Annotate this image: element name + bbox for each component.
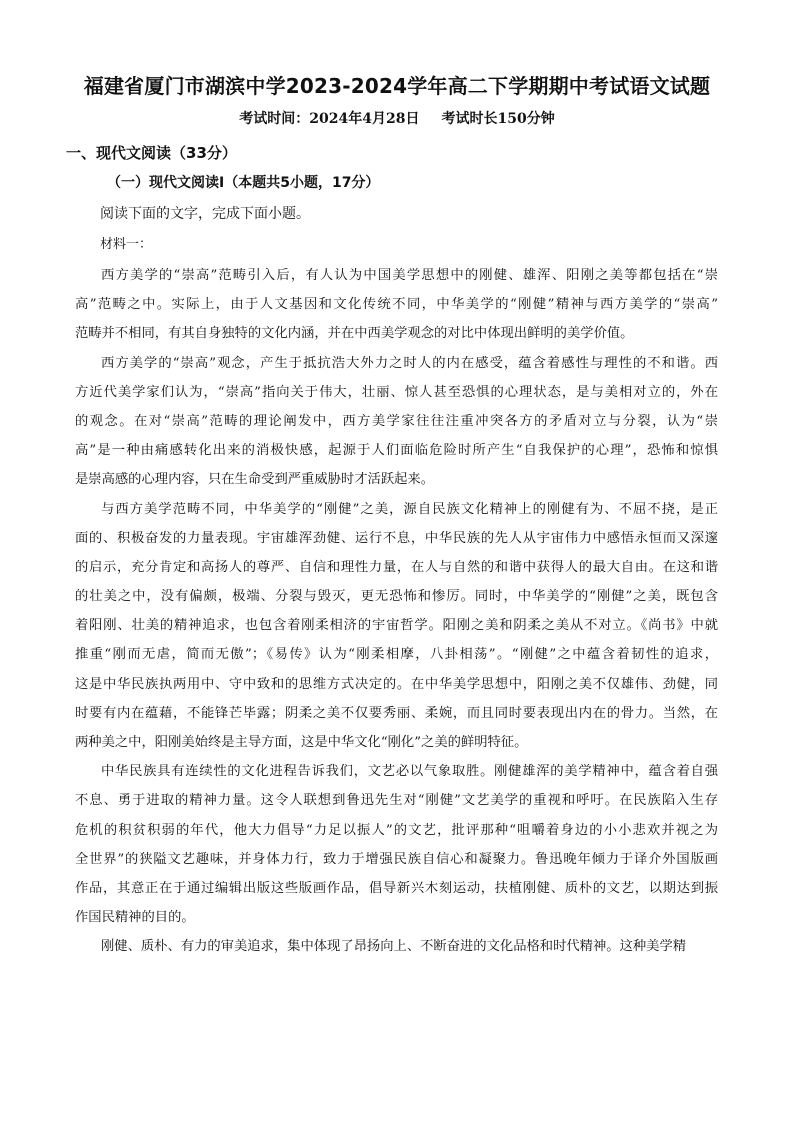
- reading-passage: [75, 261, 718, 962]
- exam-duration: 考试时长150分钟: [441, 111, 555, 127]
- passage-paragraph: [75, 495, 718, 758]
- exam-time: 考试时间：2024年4月28日: [239, 111, 420, 127]
- passage-line: 与西方美学范畴不同，中华美学的“刚健”之美，源自民族文化精神上的刚健有为、不屈不挠，是正: [101, 501, 718, 517]
- passage-line: 的壮美之中，没有偏颇，极端、分裂与毁灭，更无恐怖和惨厉。同时，中华美学的“刚健”之美，既包含: [75, 589, 718, 605]
- passage-paragraph: [75, 349, 718, 495]
- reading-instruction: 阅读下面的文字，完成下面小题。: [100, 206, 310, 222]
- material-label: 材料一：: [100, 237, 153, 252]
- passage-line: 的观念。在对“崇高”范畴的理论阐发中，西方美学家往往注重冲突各方的矛盾对立与分裂，认为“崇: [75, 413, 718, 429]
- passage-line: 这是中华民族执两用中、守中致和的思维方式决定的。在中华美学思想中，阳刚之美不仅雄伟、劲健，同: [75, 676, 718, 692]
- passage-line: 的启示，充分肯定和高扬人的尊严、自信和理性力量，在人与自然的和谐中获得人的最大自由。在这和谐: [75, 559, 718, 575]
- passage-line: 时要有内在蕴藉，不能锋芒毕露；阴柔之美不仅要秀丽、柔婉，而且同时要表现出内在的骨力。当然，在: [75, 705, 718, 721]
- section-heading: 一、现代文阅读（33分）: [66, 144, 237, 162]
- passage-line: 中华民族具有连续性的文化进程告诉我们，文艺必以气象取胜。刚健雄浑的美学精神中，蕴含着自强: [101, 764, 718, 780]
- exam-info: [0, 108, 794, 128]
- passage-line: 作国民精神的目的。: [75, 910, 195, 926]
- passage-line: 全世界”的狭隘文艺趣味，并身体力行，致力于增强民族自信心和凝聚力。鲁迅晚年倾力于译介外国版画: [75, 851, 718, 867]
- passage-line: 高”是一种由痛感转化出来的消极快感，起源于人们面临危险时所产生“自我保护的心理”，恐怖和惊惧: [75, 443, 718, 459]
- passage-line: 着阳刚、壮美的精神追求，也包含着刚柔相济的宇宙哲学。阳刚之美和阴柔之美从不对立。《尚书》中就: [75, 618, 718, 634]
- passage-line: 方近代美学家们认为，“崇高”指向关于伟大，壮丽、惊人甚至恐惧的心理状态，是与美相对立的，外在: [75, 384, 718, 400]
- passage-paragraph: [75, 261, 718, 349]
- passage-line: 两种美之中，阳刚美始终是主导方面，这是中华文化“刚化”之美的鲜明特征。: [75, 735, 528, 750]
- passage-paragraph: [75, 932, 718, 961]
- passage-line: 作品，其意正在于通过编辑出版这些版画作品，倡导新兴木刻运动，扶植刚健、质朴的文艺，以期达到振: [75, 880, 718, 896]
- passage-line: 西方美学的“崇高”观念，产生于抵抗浩大外力之时人的内在感受，蕴含着感性与理性的不和谐。西: [101, 355, 718, 371]
- passage-line: 危机的积贫积弱的年代，他大力倡导“力足以振人”的文艺，批评那种“咀嚼着身边的小小悲欢并视之为: [75, 822, 718, 838]
- subsection-heading: （一）现代文阅读Ⅰ（本题共5小题，17分）: [107, 175, 380, 191]
- document-title: 福建省厦门市湖滨中学2023-2024学年高二下学期期中考试语文试题: [83, 74, 711, 98]
- passage-line: 刚健、质朴、有力的审美追求，集中体现了昂扬向上、不断奋进的文化品格和时代精神。这种美学精: [101, 939, 687, 955]
- passage-line: 高”范畴之中。实际上，由于人文基因和文化传统不同，中华美学的“刚健”精神与西方美学的“崇高”: [75, 297, 718, 313]
- passage-line: 西方美学的“崇高”范畴引入后，有人认为中国美学思想中的刚健、雄浑、阳刚之美等都包括在“崇: [101, 268, 718, 283]
- passage-line: 面的、积极奋发的力量表现。宇宙雄浑劲健、运行不息，中华民族的先人从宇宙伟力中感悟永恒而又深邃: [75, 530, 718, 546]
- passage-line: 是崇高感的心理内容，只在生命受到严重威胁时才活跃起来。: [75, 472, 435, 488]
- passage-line: 不息、勇于进取的精神力量。这令人联想到鲁迅先生对“刚健”文艺美学的重视和呼吁。在民族陷入生存: [75, 793, 718, 809]
- passage-line: 推重“刚而无虐，简而无傲”；《易传》认为“刚柔相摩，八卦相荡”。“刚健”之中蕴含着韧性的追求，: [75, 647, 718, 663]
- passage-paragraph: [75, 757, 718, 932]
- passage-line: 范畴并不相同，有其自身独特的文化内涵，并在中西美学观念的对比中体现出鲜明的美学价值。: [75, 326, 634, 342]
